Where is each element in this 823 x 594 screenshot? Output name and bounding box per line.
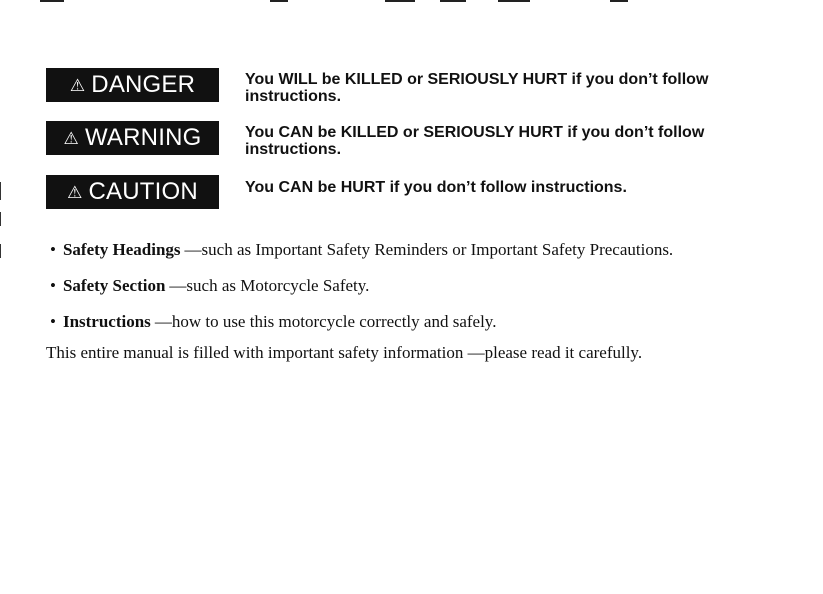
warning-message: You CAN be KILLED or SERIOUSLY HURT if you don’t follow instructions. [245, 124, 705, 158]
closing-paragraph: This entire manual is filled with important safety information —please read it carefully. [46, 343, 643, 362]
warning-badge-label: WARNING [84, 124, 202, 151]
list-item-term: Safety Section [62, 276, 166, 295]
top-rule [440, 0, 466, 2]
danger-badge-label: DANGER [91, 71, 196, 98]
bullet-icon: • [50, 240, 56, 259]
list-item-term: Instructions [62, 312, 151, 331]
bullet-icon: • [50, 312, 56, 331]
danger-badge [46, 68, 219, 102]
top-rule [40, 0, 64, 2]
top-rule [498, 0, 530, 2]
list-item [50, 268, 673, 304]
top-rule [270, 0, 288, 2]
signal-row-danger [46, 68, 775, 105]
signal-row-warning [46, 121, 775, 158]
margin-tick [0, 212, 1, 226]
top-rule [610, 0, 628, 2]
bullet-icon: • [50, 276, 56, 295]
list-item-term: Safety Headings [62, 240, 181, 259]
list-item-description: —such as Motorcycle Safety. [169, 276, 370, 295]
list-item-description: —how to use this motorcycle correctly and safely. [154, 312, 497, 331]
caution-badge-label: CAUTION [88, 178, 198, 205]
caution-message: You CAN be HURT if you don’t follow instructions. [245, 179, 627, 196]
list-item [50, 304, 673, 340]
caution-badge [46, 175, 219, 209]
warning-triangle-icon: ⚠ [69, 76, 86, 95]
warning-triangle-icon: ⚠ [67, 183, 83, 202]
margin-tick [0, 182, 1, 200]
warning-triangle-icon: ⚠ [63, 129, 79, 148]
safety-list [50, 232, 673, 340]
warning-badge [46, 121, 219, 155]
margin-tick [0, 244, 1, 258]
top-rule [385, 0, 415, 2]
danger-message: You WILL be KILLED or SERIOUSLY HURT if you don’t follow instructions. [245, 71, 709, 105]
list-item-description: —such as Important Safety Reminders or Important Safety Precautions. [184, 240, 674, 259]
list-item [50, 232, 673, 268]
signal-row-caution [46, 175, 775, 209]
